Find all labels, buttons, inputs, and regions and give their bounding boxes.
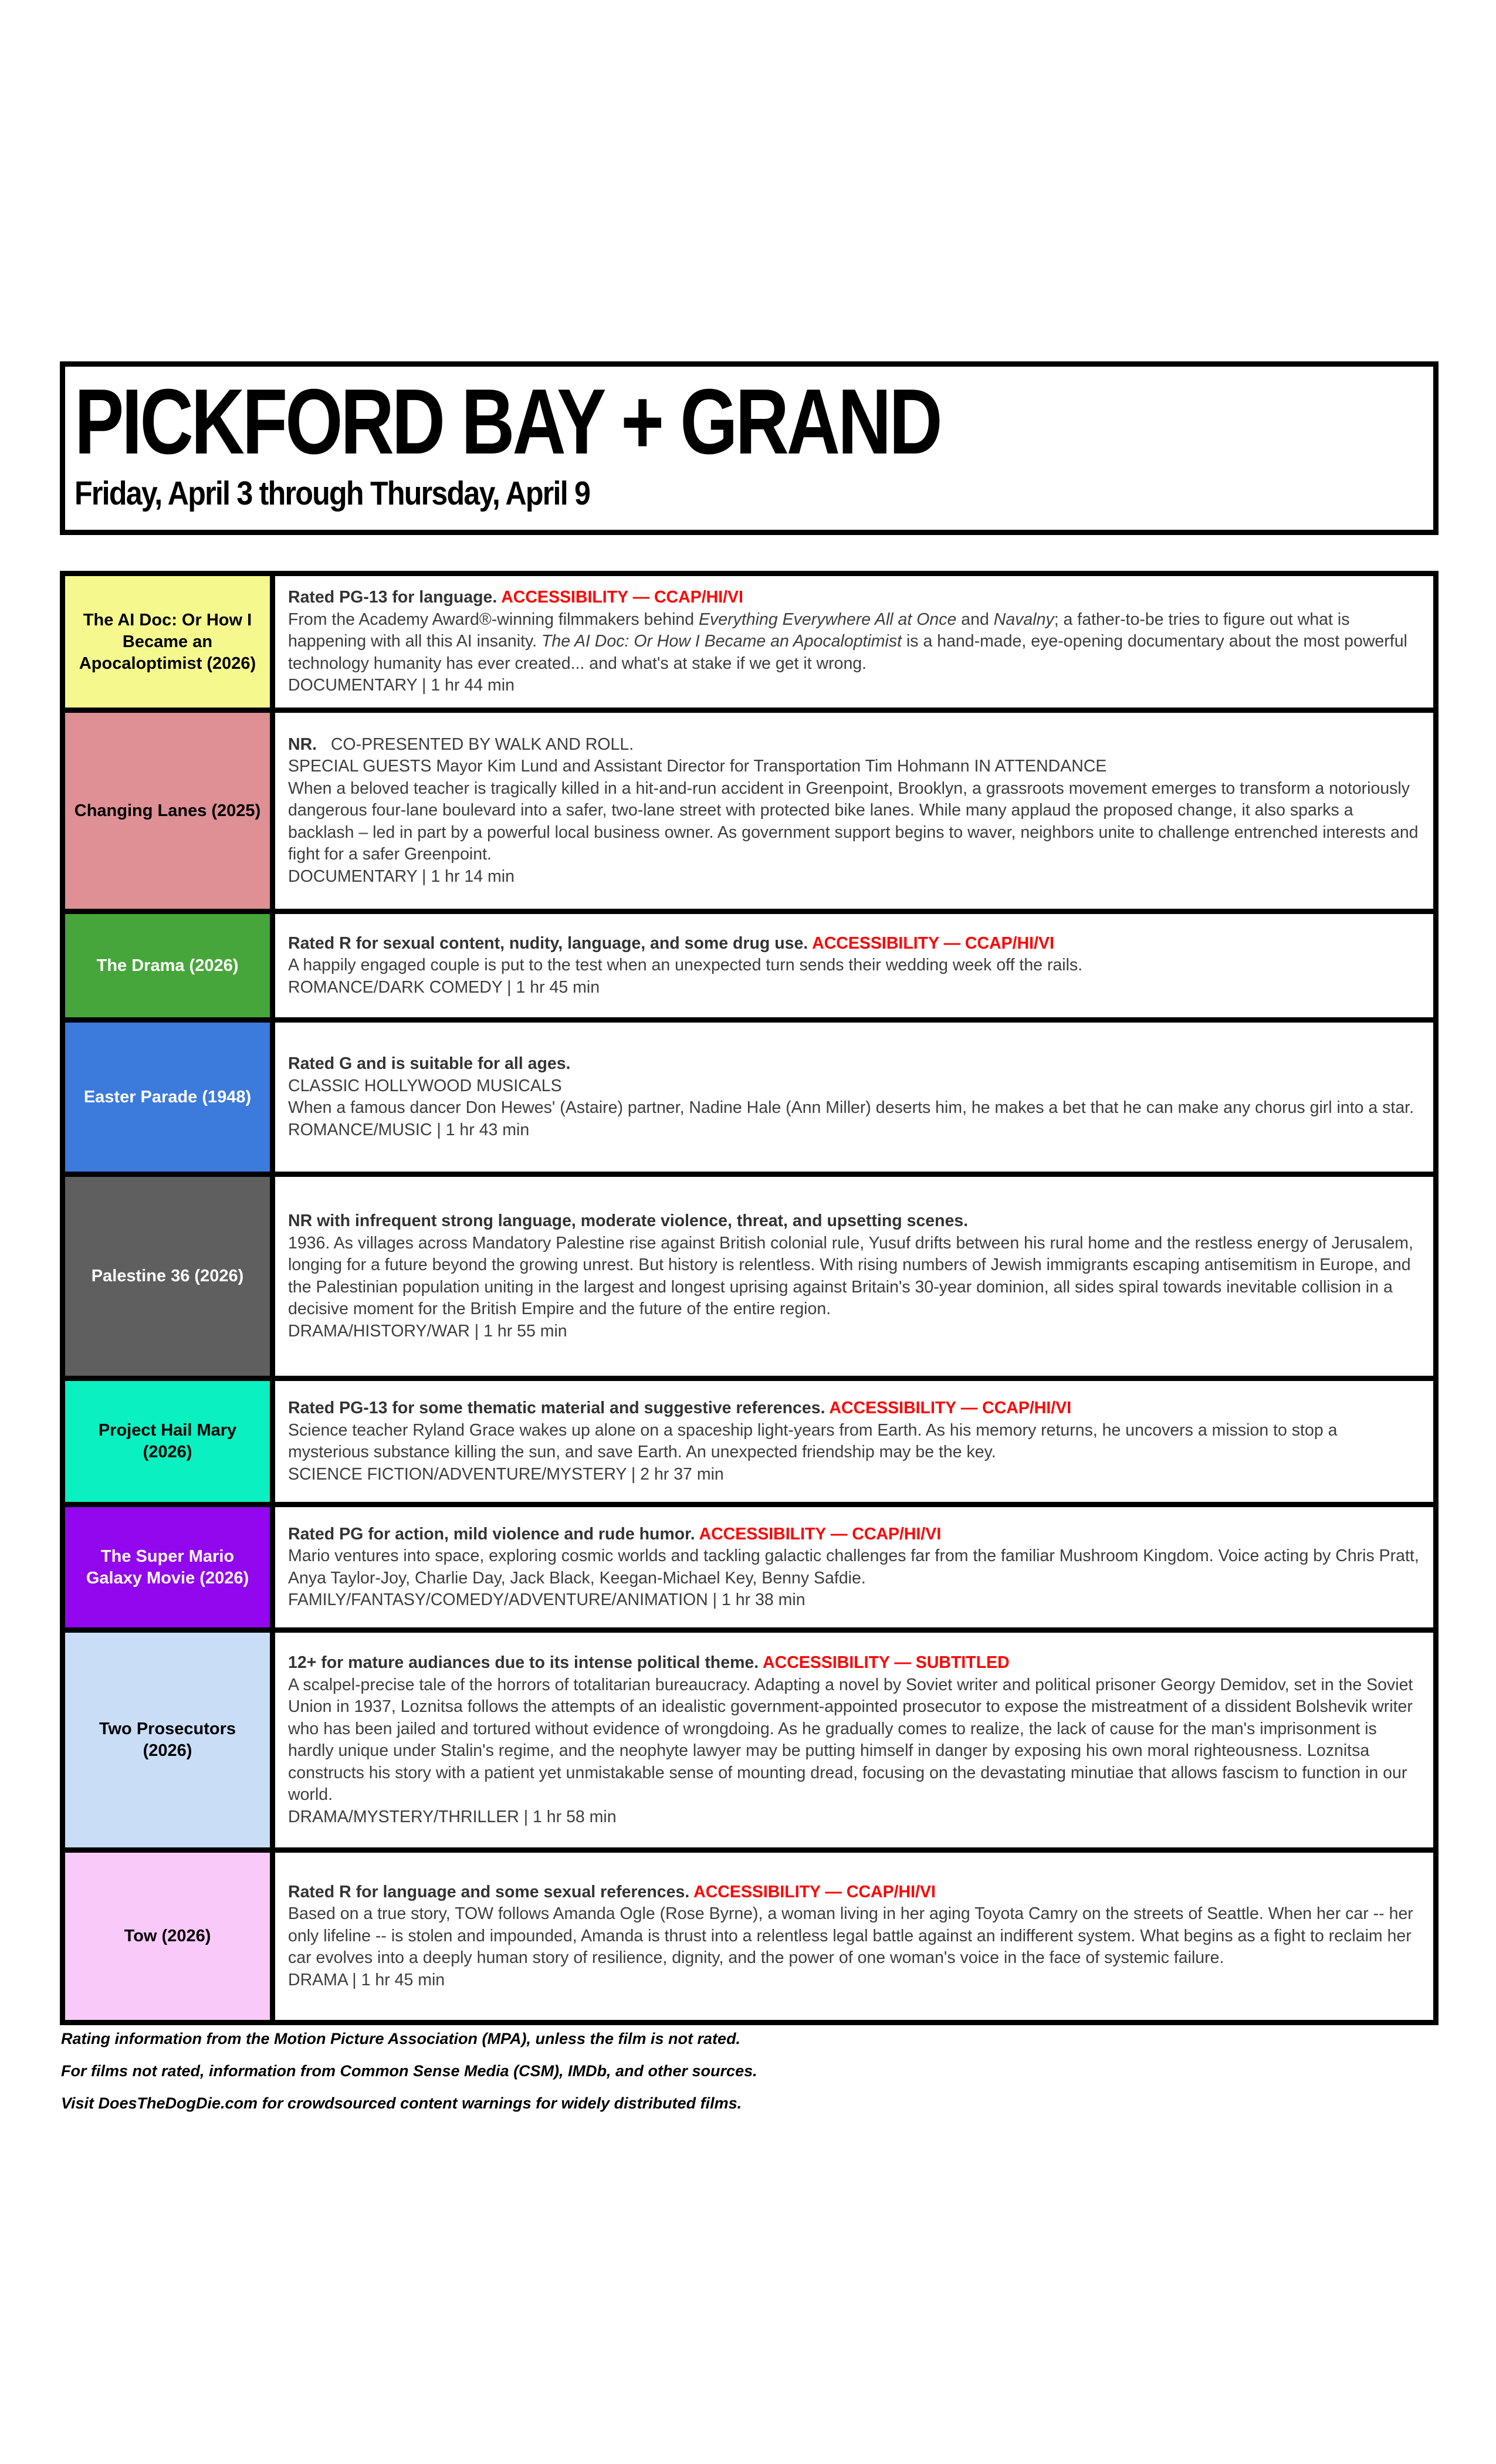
text-segment: A scalpel-precise tale of the horrors of totalitarian bureaucracy. Adapting a novel by Soviet writer and political prisoner Georgy Demidov, set in the Soviet Union in 1937, Loznitsa follows the attempts of an idealistic government-appointed prosecutor to expose the mistreatment of a dissident Bolshevik writer who has been jailed and tortured without evidence of wrongdoing. As he gradually comes to realize, the lack of cause for the man's imprisonment is hardly unique under Stalin's regime, and the neophyte lawyer may be putting himself in danger by exposing his own moral righteousness. Loznitsa constructs his story with a patient yet unmistakable sense of mounting dread, focusing on the devastating minutiae that allows fascism to function in our world.: [288, 1675, 1418, 1804]
text-segment: Science teacher Ryland Grace wakes up alone on a spaceship light-years from Earth. As his memory returns, he uncovers a mission to stop a mysterious substance killing the sun, and save Earth. An unexpected friendship may be the key.: [288, 1420, 1342, 1461]
text-segment: FAMILY/FANTASY/COMEDY/ADVENTURE/ANIMATION | 1 hr 38 min: [288, 1590, 805, 1609]
film-title: The Drama (2026): [96, 956, 239, 975]
film-row: [65, 713, 1433, 914]
film-title-cell: [65, 1507, 275, 1627]
description-line: [288, 1210, 1420, 1233]
film-title-cell: [65, 576, 275, 708]
footer-note-csm: For films not rated, information from Common Sense Media (CSM), IMDb, and other sources.: [61, 2062, 757, 2080]
description-line: [288, 1464, 1420, 1486]
description-line: [288, 1969, 1420, 1992]
film-row: [65, 1381, 1433, 1507]
footer-notes: [61, 2030, 1440, 2127]
film-row: [65, 576, 1433, 713]
description-line: [288, 1321, 1420, 1343]
text-segment: SCIENCE FICTION/ADVENTURE/MYSTERY | 2 hr 37 min: [288, 1464, 724, 1484]
description-line: [288, 1545, 1423, 1589]
description-line: [288, 866, 1420, 888]
film-row: [65, 1023, 1433, 1177]
text-segment: NR with infrequent strong language, moderate violence, threat, and upsetting scenes.: [288, 1211, 969, 1230]
text-segment: Mario ventures into space, exploring cosmic worlds and tackling galactic challenges far from the familiar Mushroom Kingdom. Voice acting by Chris Pratt, Anya Taylor-Joy, Charlie Day, Jack Black, Keegan-Michael Key, Benny Safdie.: [288, 1546, 1423, 1588]
description-line: [288, 609, 1420, 675]
description-line: [288, 1903, 1420, 1969]
film-description: [275, 1633, 1433, 1847]
film-title: The Super Mario Galaxy Movie (2026): [86, 1546, 249, 1588]
text-segment: ROMANCE/MUSIC | 1 hr 43 min: [288, 1120, 530, 1139]
text-segment: ROMANCE/DARK COMEDY | 1 hr 45 min: [288, 977, 600, 997]
film-row: [65, 1853, 1433, 2020]
film-title: Project Hail Mary (2026): [98, 1421, 237, 1461]
film-description: [275, 914, 1433, 1017]
text-segment: From the Academy Award®-winning filmmakers behind: [288, 610, 699, 629]
film-title-cell: [65, 713, 275, 909]
text-segment: DRAMA/HISTORY/WAR | 1 hr 55 min: [288, 1321, 567, 1341]
description-line: [288, 734, 1420, 756]
accessibility-note: ACCESSIBILITY — CCAP/HI/VI: [693, 1882, 936, 1901]
accessibility-note: ACCESSIBILITY — SUBTITLED: [763, 1653, 1010, 1672]
text-segment: and: [956, 610, 994, 629]
description-line: [288, 1524, 1420, 1546]
description-line: [288, 1881, 1420, 1904]
footer-note-mpa: Rating information from the Motion Picture Association (MPA), unless the film is not rated.: [61, 2030, 741, 2047]
text-segment: DOCUMENTARY | 1 hr 14 min: [288, 867, 515, 886]
film-description: [275, 1381, 1433, 1502]
text-segment: SPECIAL GUESTS Mayor Kim Lund and Assistant Director for Transportation Tim Hohmann IN ATTENDANCE: [288, 757, 1107, 776]
accessibility-note: ACCESSIBILITY — CCAP/HI/VI: [501, 588, 743, 607]
film-title: Tow (2026): [124, 1927, 211, 1945]
accessibility-note: ACCESSIBILITY — CCAP/HI/VI: [812, 933, 1054, 953]
text-segment: ; a father-to-be tries to figure out what is happening with all this AI insanity.: [288, 610, 1355, 651]
film-title: Two Prosecutors (2026): [99, 1720, 236, 1760]
description-line: [288, 1075, 1420, 1098]
text-segment: Rated PG for action, mild violence and rude humor.: [288, 1524, 699, 1544]
text-segment: Everything Everywhere All at Once: [699, 610, 957, 629]
description-line: [288, 778, 1423, 866]
text-segment: DOCUMENTARY | 1 hr 44 min: [288, 676, 515, 695]
accessibility-note: ACCESSIBILITY — CCAP/HI/VI: [829, 1399, 1072, 1417]
description-line: [288, 1119, 1420, 1142]
film-table: [60, 571, 1439, 2025]
description-line: [288, 1097, 1420, 1119]
film-title: Palestine 36 (2026): [91, 1267, 244, 1285]
text-segment: Navalny: [993, 610, 1054, 629]
text-segment: DRAMA | 1 hr 45 min: [288, 1970, 445, 1989]
description-line: [288, 1420, 1420, 1464]
film-description: [275, 713, 1433, 909]
film-row: [65, 1633, 1433, 1853]
film-title: The AI Doc: Or How I Became an Apocaloptimist (2026): [79, 610, 256, 673]
film-row: [65, 1507, 1433, 1633]
film-title-cell: [65, 1633, 275, 1847]
film-description: [275, 1853, 1433, 2020]
date-range: Friday, April 3 through Thursday, April 9: [75, 475, 590, 513]
header-box: [60, 361, 1439, 535]
text-segment: Rated PG-13 for some thematic material and suggestive references.: [288, 1399, 830, 1417]
film-description: [275, 576, 1433, 708]
film-row: [65, 914, 1433, 1023]
text-segment: 1936. As villages across Mandatory Palestine rise against British colonial rule, Yusuf drifts between his rural home and the restless energy of Jerusalem, longing for a future beyond the growing unrest. But history is relentless. With rising numbers of Jewish immigrants escaping antisemitism in Europe, and the Palestinian population uniting in the largest and longest uprising against Britain's 30-year dominion, all sides spiral towards inevitable collision in a decisive moment for the British Empire and the future of the entire region.: [288, 1233, 1418, 1318]
description-line: [288, 1233, 1420, 1321]
description-line: [288, 1652, 1420, 1674]
text-segment: Rated PG-13 for language.: [288, 588, 502, 607]
description-line: [288, 1806, 1420, 1829]
film-description: [275, 1177, 1433, 1376]
text-segment: When a beloved teacher is tragically killed in a hit-and-run accident in Greenpoint, Brooklyn, a grassroots movement emerges to transform a notoriously dangerous four-lane boulevard into a safer, two-lane street with protected bike lanes. While many applaud the proposed change, it also sparks a backlash – led in part by a powerful local business owner. As government support begins to waver, neighbors unite to challenge entrenched interests and fight for a safer Greenpoint.: [288, 779, 1423, 864]
text-segment: The AI Doc: Or How I Became an Apocaloptimist: [541, 632, 902, 651]
description-line: [288, 933, 1420, 955]
film-description: [275, 1507, 1433, 1627]
film-table-rows: [65, 576, 1433, 2020]
film-title-cell: [65, 1381, 275, 1502]
description-line: [288, 955, 1420, 977]
film-title-cell: [65, 1023, 275, 1172]
description-line: [288, 1397, 1420, 1420]
accessibility-note: ACCESSIBILITY — CCAP/HI/VI: [699, 1524, 942, 1544]
footer-note-dtdd: Visit DoesTheDogDie.com for crowdsourced content warnings for widely distributed films.: [61, 2094, 742, 2112]
text-segment: CO-PRESENTED BY WALK AND ROLL.: [317, 735, 634, 754]
text-segment: Rated R for language and some sexual references.: [288, 1882, 694, 1901]
text-segment: 12+ for mature audiances due to its intense political theme.: [288, 1653, 763, 1672]
description-line: [288, 977, 1420, 999]
description-line: [288, 756, 1420, 778]
text-segment: Rated R for sexual content, nudity, language, and some drug use.: [288, 933, 813, 953]
text-segment: CLASSIC HOLLYWOOD MUSICALS: [288, 1076, 562, 1095]
page-title: PICKFORD BAY + GRAND: [75, 370, 940, 473]
film-title-cell: [65, 1853, 275, 2020]
film-title-cell: [65, 1177, 275, 1376]
text-segment: When a famous dancer Don Hewes' (Astaire) partner, Nadine Hale (Ann Miller) deserts him, he makes a bet that he can make any chorus girl into a star.: [288, 1098, 1414, 1117]
text-segment: is a hand-made, eye-opening documentary about the most powerful technology humanity has ever created... and what's at stake if we get it wrong.: [288, 632, 1412, 673]
film-row: [65, 1177, 1433, 1381]
film-title: Easter Parade (1948): [83, 1087, 252, 1106]
text-segment: Rated G and is suitable for all ages.: [288, 1054, 571, 1073]
text-segment: Based on a true story, TOW follows Amanda Ogle (Rose Byrne), a woman living in her aging Toyota Camry on the streets of Seattle. When her car -- her only lifeline -- is stolen and impounded, Amanda is thrust into a relentless legal battle against an indifferent system. What begins as a fight to reclaim her car evolves into a deeply human story of resilience, dignity, and the power of one woman's voice in the face of systemic failure.: [288, 1904, 1418, 1968]
description-line: [288, 587, 1420, 609]
text-segment: NR.: [288, 735, 317, 754]
description-line: [288, 1589, 1420, 1612]
text-segment: DRAMA/MYSTERY/THRILLER | 1 hr 58 min: [288, 1807, 617, 1826]
film-title: Changing Lanes (2025): [74, 801, 261, 820]
film-title-cell: [65, 914, 275, 1017]
description-line: [288, 1053, 1420, 1075]
description-line: [288, 1674, 1420, 1806]
description-line: [288, 675, 1420, 697]
text-segment: A happily engaged couple is put to the test when an unexpected turn sends their wedding week off the rails.: [288, 956, 1083, 975]
film-description: [275, 1023, 1433, 1172]
